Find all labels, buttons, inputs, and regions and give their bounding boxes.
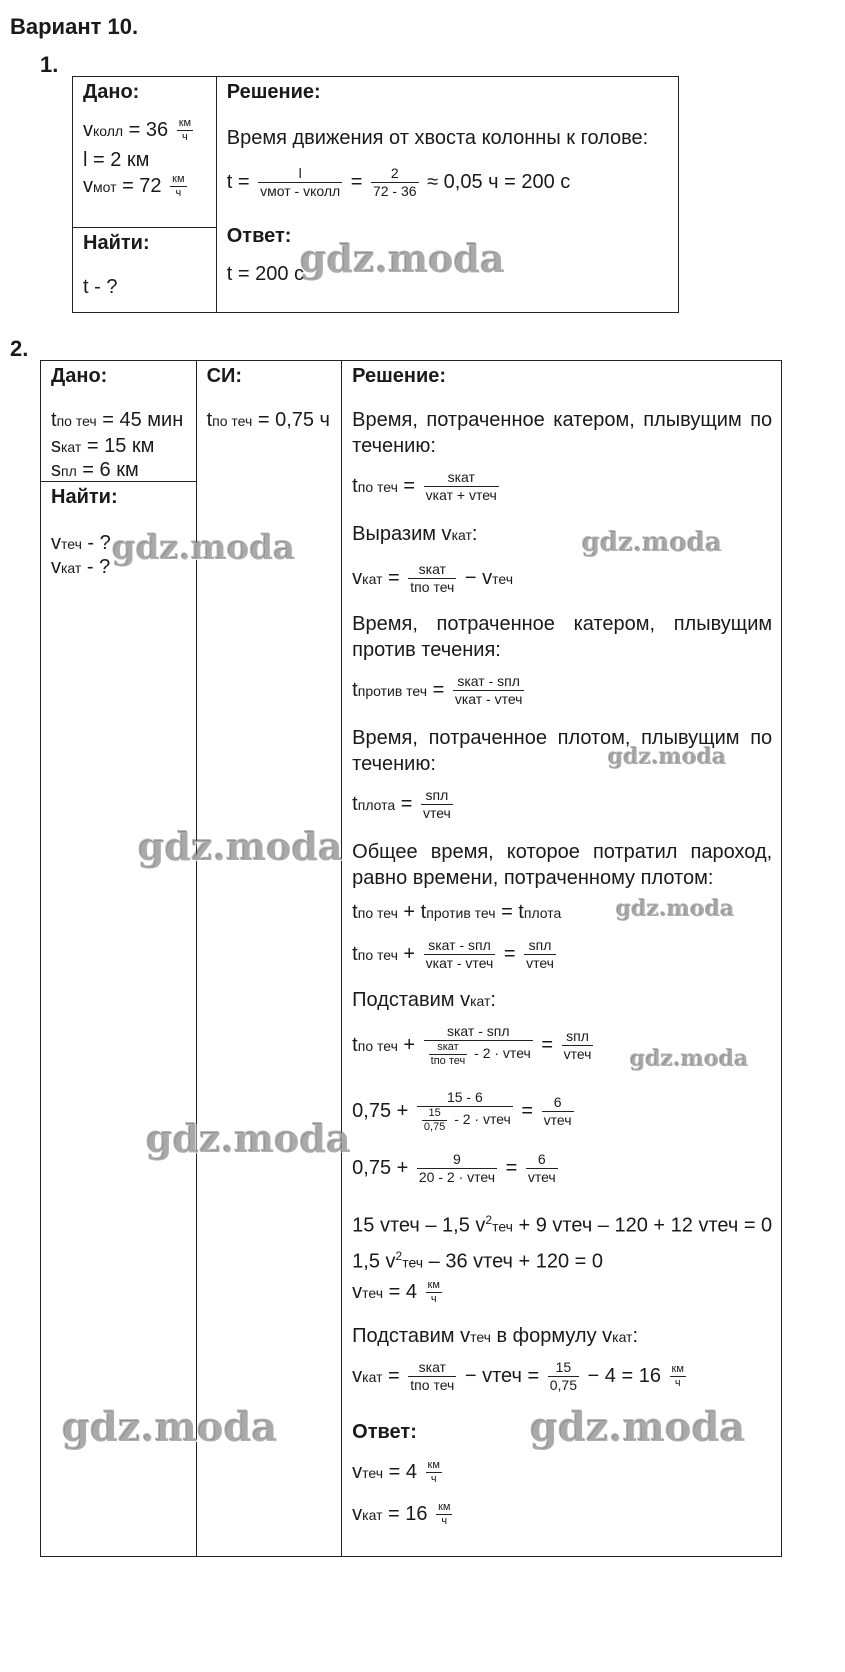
watermark: gdz.moda — [146, 1116, 351, 1161]
solution-heading: Решение: — [352, 365, 447, 387]
find-heading: Найти: — [51, 486, 118, 508]
given-v-mot: vмот = 72 км ч — [83, 173, 185, 200]
solution-e2: vкат = sкат tпо теч − vтеч — [352, 561, 513, 595]
given-v-koll: vколл = 36 км ч — [83, 117, 192, 144]
task1-number: 1. — [40, 52, 59, 77]
solution-e5: tпо теч + tпротив теч = tплота — [352, 901, 562, 923]
given-s-pl: sпл = 6 км — [51, 459, 139, 481]
watermark: gdz.moda — [112, 528, 296, 568]
solution-formula: t = l vмот - vколл = $\frac{2}{72 - 36}$ ≈ 0,05 ч = 200 с — [226, 165, 571, 199]
solution-e7: tпо теч + sкат - sпл sкат tпо теч - 2 · vтеч = sпл vтеч — [352, 1023, 592, 1067]
find-v-tech: vтеч - ? — [51, 532, 111, 554]
solution-p3: Время, потраченное катером, плывущим против течения: — [352, 613, 773, 661]
watermark: gdz.moda — [138, 824, 343, 869]
watermark: gdz.moda — [616, 896, 735, 922]
answer-heading: Ответ: — [352, 1421, 417, 1443]
solution-p4: Время, потраченное плотом, плывущим по течению: — [352, 727, 773, 775]
solution-e12: vтеч = 4 км ч — [352, 1279, 440, 1306]
watermark: gdz.moda — [300, 236, 505, 281]
solution-e6: tпо теч + sкат - sпл vкат - vтеч = sпл vтеч — [352, 937, 554, 971]
watermark: gdz.moda — [608, 744, 727, 770]
answer-value: t = 200 с — [226, 263, 305, 285]
task2-find-cell — [41, 482, 197, 1557]
solution-e10: 15 vтеч – 1,5 $v^2теч + 9$ vтеч – 120 + 12 vтеч = 0 — [352, 1213, 773, 1237]
task2-given-cell — [41, 361, 197, 482]
page-title: Вариант 10. — [10, 14, 139, 39]
solution-heading: Решение: — [226, 81, 321, 103]
given-heading: Дано: — [83, 81, 140, 103]
solution-e13: vкат = sкат tпо теч − vтеч = $\frac{15}{0,75}$ − 4 = 16 км ч — [352, 1359, 684, 1393]
solution-e8: 0,75 + 15 - 6 $\frac{15}{0,75}$ - 2 · vтеч = 6 vтеч — [352, 1089, 572, 1133]
task1-given-cell — [73, 77, 217, 228]
watermark: gdz.moda — [62, 1404, 278, 1451]
solution-p5: Общее время, которое потратил пароход, равно времени, потраченному плотом: — [352, 841, 773, 889]
solution-text: Время движения от хвоста колонны к голове: — [226, 127, 649, 149]
si-value: tпо теч = 0,75 ч — [206, 409, 330, 431]
solution-e3: tпротив теч = sкат - sпл vкат - vтеч — [352, 673, 523, 707]
task1-find-cell — [73, 228, 217, 313]
answer-heading: Ответ: — [226, 225, 292, 247]
answer-v-kat: vкат = 16 км ч — [352, 1501, 451, 1528]
solution-e1: tпо теч = sкат vкат + vтеч — [352, 469, 497, 503]
solution-p1: Время, потраченное катером, плывущим по течению: — [352, 409, 773, 457]
find-v-kat: vкат - ? — [51, 556, 111, 578]
si-heading: СИ: — [206, 365, 243, 387]
given-l: l = 2 км — [83, 149, 150, 171]
solution-p7: Подставим vтеч в формулу vкат: — [352, 1325, 639, 1347]
answer-v-tech: vтеч = 4 км ч — [352, 1459, 440, 1486]
solution-p2: Выразим vкат: — [352, 523, 478, 545]
watermark: gdz.moda — [582, 528, 723, 558]
given-heading: Дано: — [51, 365, 108, 387]
given-t: tпо теч = 45 мин — [51, 409, 184, 431]
find-heading: Найти: — [83, 232, 150, 254]
watermark: gdz.moda — [630, 1046, 749, 1072]
given-s-kat: sкат = 15 км — [51, 435, 155, 457]
task2-number: 2. — [10, 336, 29, 361]
solution-p6: Подставим vкат: — [352, 989, 496, 1011]
watermark: gdz.moda — [530, 1404, 746, 1451]
solution-e9: 0,75 + 9 20 - 2 · vтеч = 6 vтеч — [352, 1151, 556, 1185]
solution-e11: 1,5 $v^2теч - 36$ vтеч + 120 = 0 — [352, 1249, 604, 1273]
solution-e4: tплота = sпл vтеч — [352, 787, 451, 821]
find-value: t - ? — [83, 276, 118, 298]
